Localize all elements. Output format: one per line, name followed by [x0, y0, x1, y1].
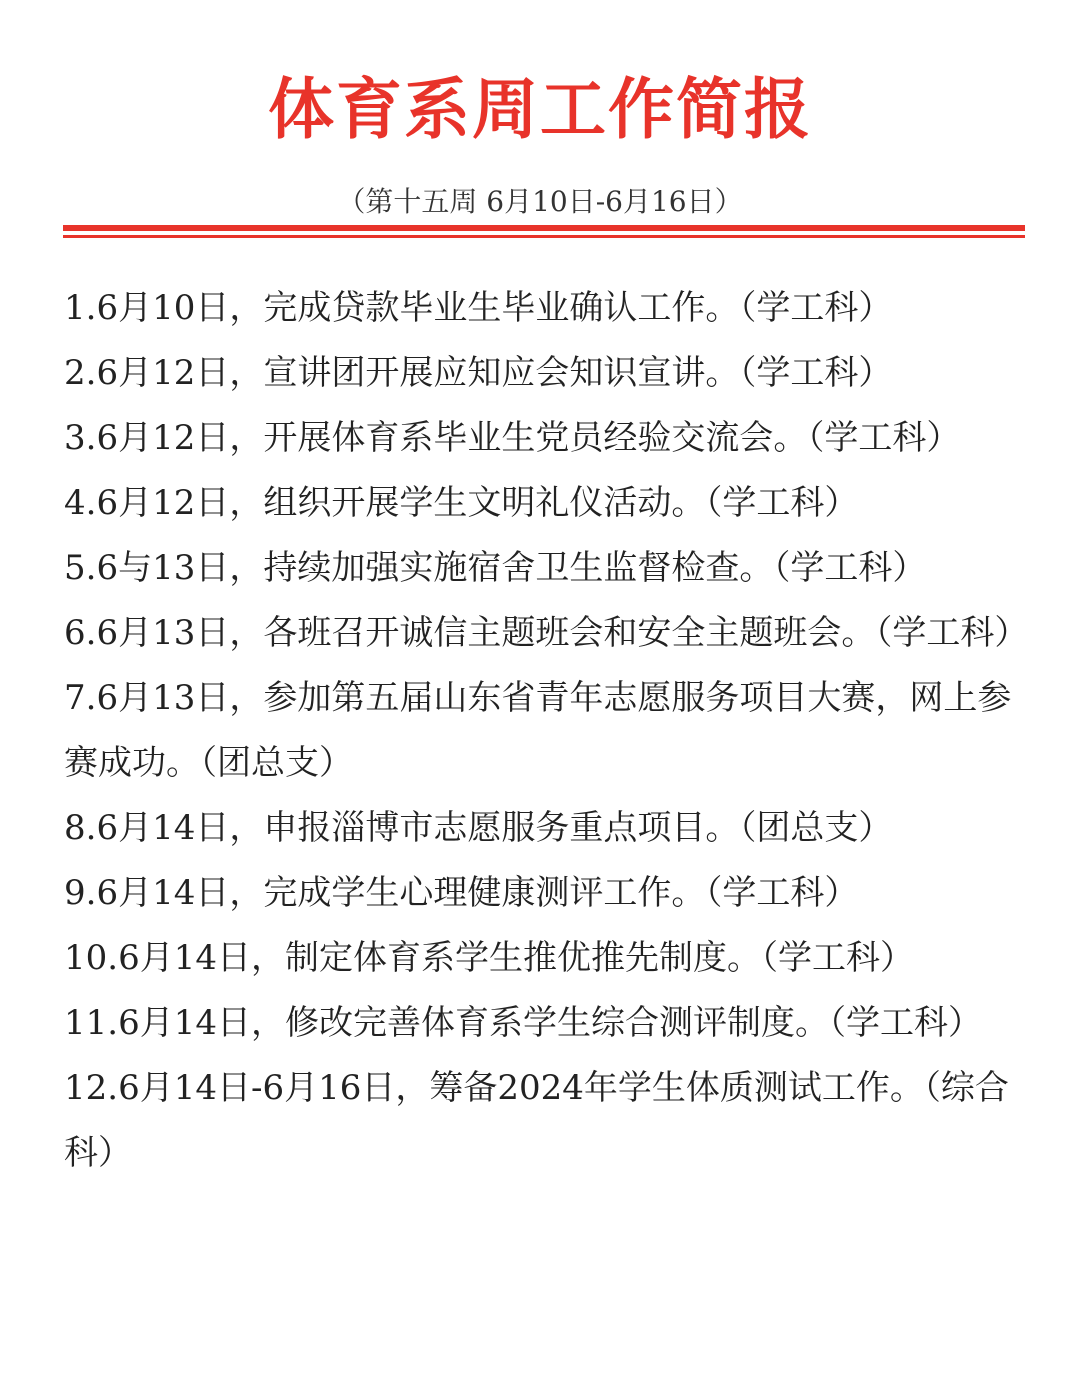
header-divider-thick	[63, 225, 1025, 231]
work-item-2: 2.6月12日，宣讲团开展应知应会知识宣讲。（学工科）	[64, 353, 893, 393]
header-divider-thin	[63, 235, 1025, 238]
work-item-5: 5.6与13日，持续加强实施宿舍卫生监督检查。（学工科）	[64, 548, 927, 588]
work-item-3: 3.6月12日，开展体育系毕业生党员经验交流会。（学工科）	[64, 418, 961, 458]
work-item-list	[64, 276, 1029, 1186]
work-item-7: 7.6月13日，参加第五届山东省青年志愿服务项目大赛，网上参赛成功。（团总支）	[64, 678, 1012, 783]
work-item-1: 1.6月10日，完成贷款毕业生毕业确认工作。（学工科）	[64, 288, 893, 328]
work-item-4: 4.6月12日，组织开展学生文明礼仪活动。（学工科）	[64, 483, 859, 523]
work-item-8: 8.6月14日，申报淄博市志愿服务重点项目。（团总支）	[64, 808, 893, 848]
work-item-11: 11.6月14日，修改完善体育系学生综合测评制度。（学工科）	[64, 1003, 982, 1043]
work-item-6: 6.6月13日，各班召开诚信主题班会和安全主题班会。（学工科）	[64, 613, 1029, 653]
page-title: 体育系周工作简报	[268, 71, 812, 148]
work-item-9: 9.6月14日，完成学生心理健康测评工作。（学工科）	[64, 873, 859, 913]
work-item-10: 10.6月14日，制定体育系学生推优推先制度。（学工科）	[64, 938, 914, 978]
page-subtitle: （第十五周 6月10日-6月16日）	[337, 185, 743, 218]
work-item-12: 12.6月14日-6月16日，筹备2024年学生体质测试工作。（综合科）	[64, 1068, 1009, 1173]
